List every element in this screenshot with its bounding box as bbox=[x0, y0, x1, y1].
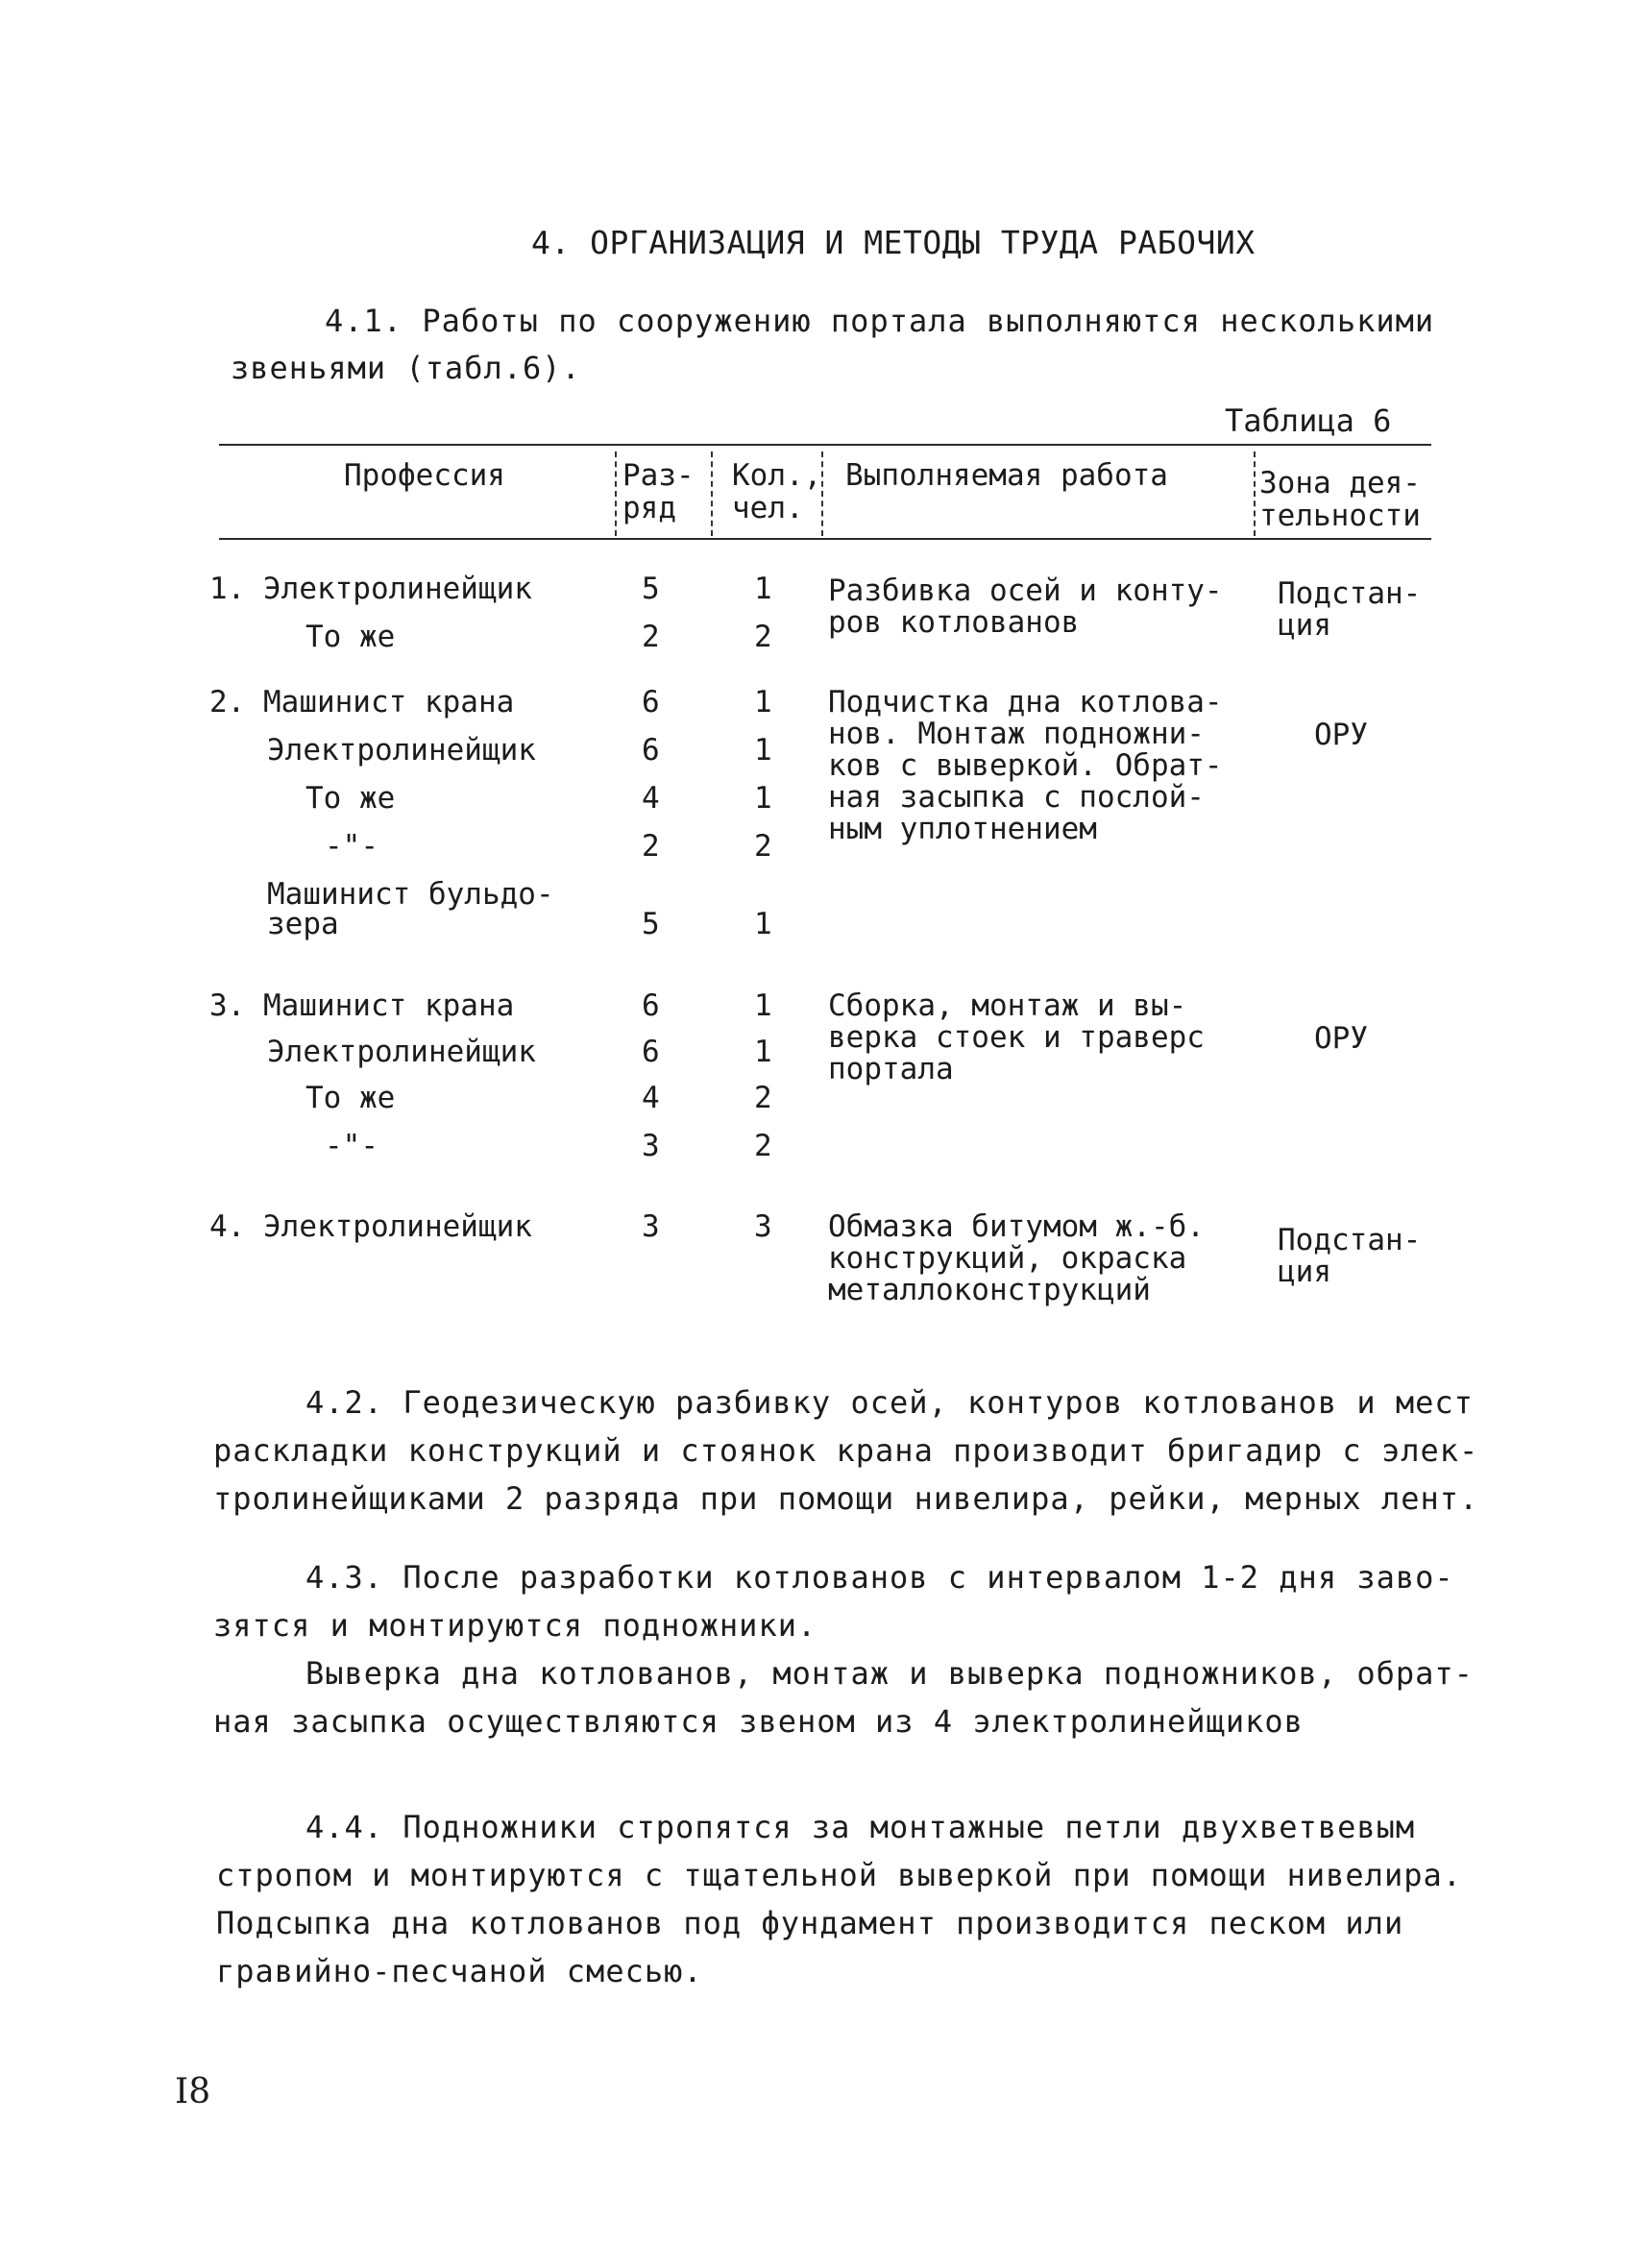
table-cell-profession: Электролинейщик bbox=[267, 733, 536, 768]
table-cell-grade: 2 bbox=[642, 829, 660, 864]
table-cell-grade: 2 bbox=[642, 620, 660, 654]
table-cell-work: верка стоек и траверс bbox=[828, 1020, 1205, 1055]
table-cell-grade: 6 bbox=[642, 685, 660, 719]
table-cell-work: нов. Монтаж подножни- bbox=[828, 717, 1205, 751]
paragraph-line: 4.3. После разработки котлованов с интервалом 1-2 дня заво- bbox=[305, 1559, 1454, 1596]
table-cell-work: Подчистка дна котлова- bbox=[828, 685, 1223, 719]
table-cell-count: 2 bbox=[754, 1081, 772, 1115]
table-cell-work: ров котлованов bbox=[828, 605, 1080, 640]
header-count-2: чел. bbox=[732, 491, 804, 525]
table-cell-count: 1 bbox=[754, 685, 772, 719]
header-profession: Профессия bbox=[344, 458, 505, 493]
table-cell-work: ным уплотнением bbox=[828, 812, 1097, 846]
table-label: Таблица 6 bbox=[1225, 402, 1392, 439]
table-cell-count: 1 bbox=[754, 1035, 772, 1069]
table-cell-count: 3 bbox=[754, 1209, 772, 1244]
table-cell-count: 2 bbox=[754, 829, 772, 864]
header-count-1: Кол., bbox=[732, 458, 822, 493]
table-cell-work: Разбивка осей и конту- bbox=[828, 573, 1223, 608]
paragraph-line: тролинейщиками 2 разряда при помощи нивелира, рейки, мерных лент. bbox=[213, 1480, 1479, 1517]
table-cell-profession: То же bbox=[305, 781, 396, 816]
table-cell-count: 1 bbox=[754, 907, 772, 941]
table-cell-work: конструкций, окраска bbox=[828, 1241, 1187, 1276]
paragraph-line: зятся и монтируются подножники. bbox=[213, 1607, 817, 1644]
table-cell-work: металлоконструкций bbox=[828, 1273, 1151, 1307]
intro-line-1: 4.1. Работы по сооружению портала выполняются несколькими bbox=[325, 303, 1435, 339]
header-separator bbox=[711, 451, 713, 536]
table-cell-grade: 5 bbox=[642, 907, 660, 941]
table-cell-zone: Подстан- bbox=[1278, 576, 1422, 611]
table-cell-work: Сборка, монтаж и вы- bbox=[828, 988, 1187, 1023]
paragraph-line: раскладки конструкций и стоянок крана производит бригадир с элек- bbox=[213, 1432, 1479, 1469]
table-cell-count: 2 bbox=[754, 1129, 772, 1163]
table-cell-profession: Машинист бульдо- bbox=[267, 877, 554, 912]
section-heading: 4. ОРГАНИЗАЦИЯ И МЕТОДЫ ТРУДА РАБОЧИХ bbox=[531, 224, 1256, 261]
table-cell-profession: зера bbox=[267, 907, 339, 941]
table-cell-work: ков с выверкой. Обрат- bbox=[828, 748, 1223, 783]
table-cell-profession: 2. Машинист крана bbox=[209, 685, 515, 719]
table-cell-zone: Подстан- bbox=[1278, 1223, 1422, 1257]
table-cell-zone: ция bbox=[1278, 608, 1331, 643]
table-cell-profession: 1. Электролинейщик bbox=[209, 572, 532, 606]
table-cell-profession: 4. Электролинейщик bbox=[209, 1209, 532, 1244]
header-separator bbox=[1254, 451, 1256, 536]
table-cell-count: 1 bbox=[754, 781, 772, 816]
table-cell-zone: ОРУ bbox=[1314, 1021, 1368, 1056]
table-cell-work: ная засыпка с послой- bbox=[828, 780, 1205, 815]
table-cell-count: 1 bbox=[754, 988, 772, 1023]
paragraph-line: 4.2. Геодезическую разбивку осей, контуров котлованов и мест bbox=[305, 1384, 1474, 1421]
header-work: Выполняемая работа bbox=[845, 458, 1168, 493]
table-cell-count: 1 bbox=[754, 572, 772, 606]
table-cell-profession: То же bbox=[305, 1081, 396, 1115]
table-cell-grade: 3 bbox=[642, 1209, 660, 1244]
table-cell-profession: 3. Машинист крана bbox=[209, 988, 515, 1023]
table-header-rule bbox=[219, 538, 1431, 540]
paragraph-line: Выверка дна котлованов, монтаж и выверка подножников, обрат- bbox=[305, 1655, 1474, 1692]
table-cell-grade: 5 bbox=[642, 572, 660, 606]
table-cell-zone: ция bbox=[1278, 1255, 1331, 1289]
table-cell-profession: То же bbox=[305, 620, 396, 654]
paragraph-line: Подсыпка дна котлованов под фундамент производится песком или bbox=[216, 1905, 1404, 1941]
table-cell-grade: 6 bbox=[642, 1035, 660, 1069]
table-cell-profession: Электролинейщик bbox=[267, 1035, 536, 1069]
header-zone-1: Зона дея- bbox=[1259, 466, 1421, 500]
table-cell-profession: -"- bbox=[325, 829, 378, 864]
table-cell-profession: -"- bbox=[325, 1129, 378, 1163]
intro-line-2: звеньями (табл.6). bbox=[231, 350, 581, 386]
table-cell-count: 2 bbox=[754, 620, 772, 654]
table-cell-grade: 4 bbox=[642, 781, 660, 816]
header-zone-2: тельности bbox=[1259, 499, 1421, 533]
paragraph-line: ная засыпка осуществляются звеном из 4 электролинейщиков bbox=[213, 1703, 1304, 1740]
table-cell-work: Обмазка битумом ж.-б. bbox=[828, 1209, 1205, 1244]
header-grade-2: ряд bbox=[622, 491, 676, 525]
paragraph-line: стропом и монтируются с тщательной выверкой при помощи нивелира. bbox=[216, 1857, 1462, 1893]
table-cell-grade: 3 bbox=[642, 1129, 660, 1163]
header-separator bbox=[615, 451, 617, 536]
table-cell-grade: 6 bbox=[642, 988, 660, 1023]
header-grade-1: Раз- bbox=[622, 458, 695, 493]
paragraph-line: 4.4. Подножники стропятся за монтажные петли двухветвевым bbox=[305, 1809, 1416, 1845]
table-cell-work: портала bbox=[828, 1052, 954, 1086]
table-top-rule bbox=[219, 444, 1431, 446]
table-cell-zone: ОРУ bbox=[1314, 718, 1368, 752]
page-number: I8 bbox=[175, 2072, 211, 2111]
table-cell-grade: 4 bbox=[642, 1081, 660, 1115]
paragraph-line: гравийно-песчаной смесью. bbox=[216, 1953, 703, 1989]
table-cell-count: 1 bbox=[754, 733, 772, 768]
table-cell-grade: 6 bbox=[642, 733, 660, 768]
